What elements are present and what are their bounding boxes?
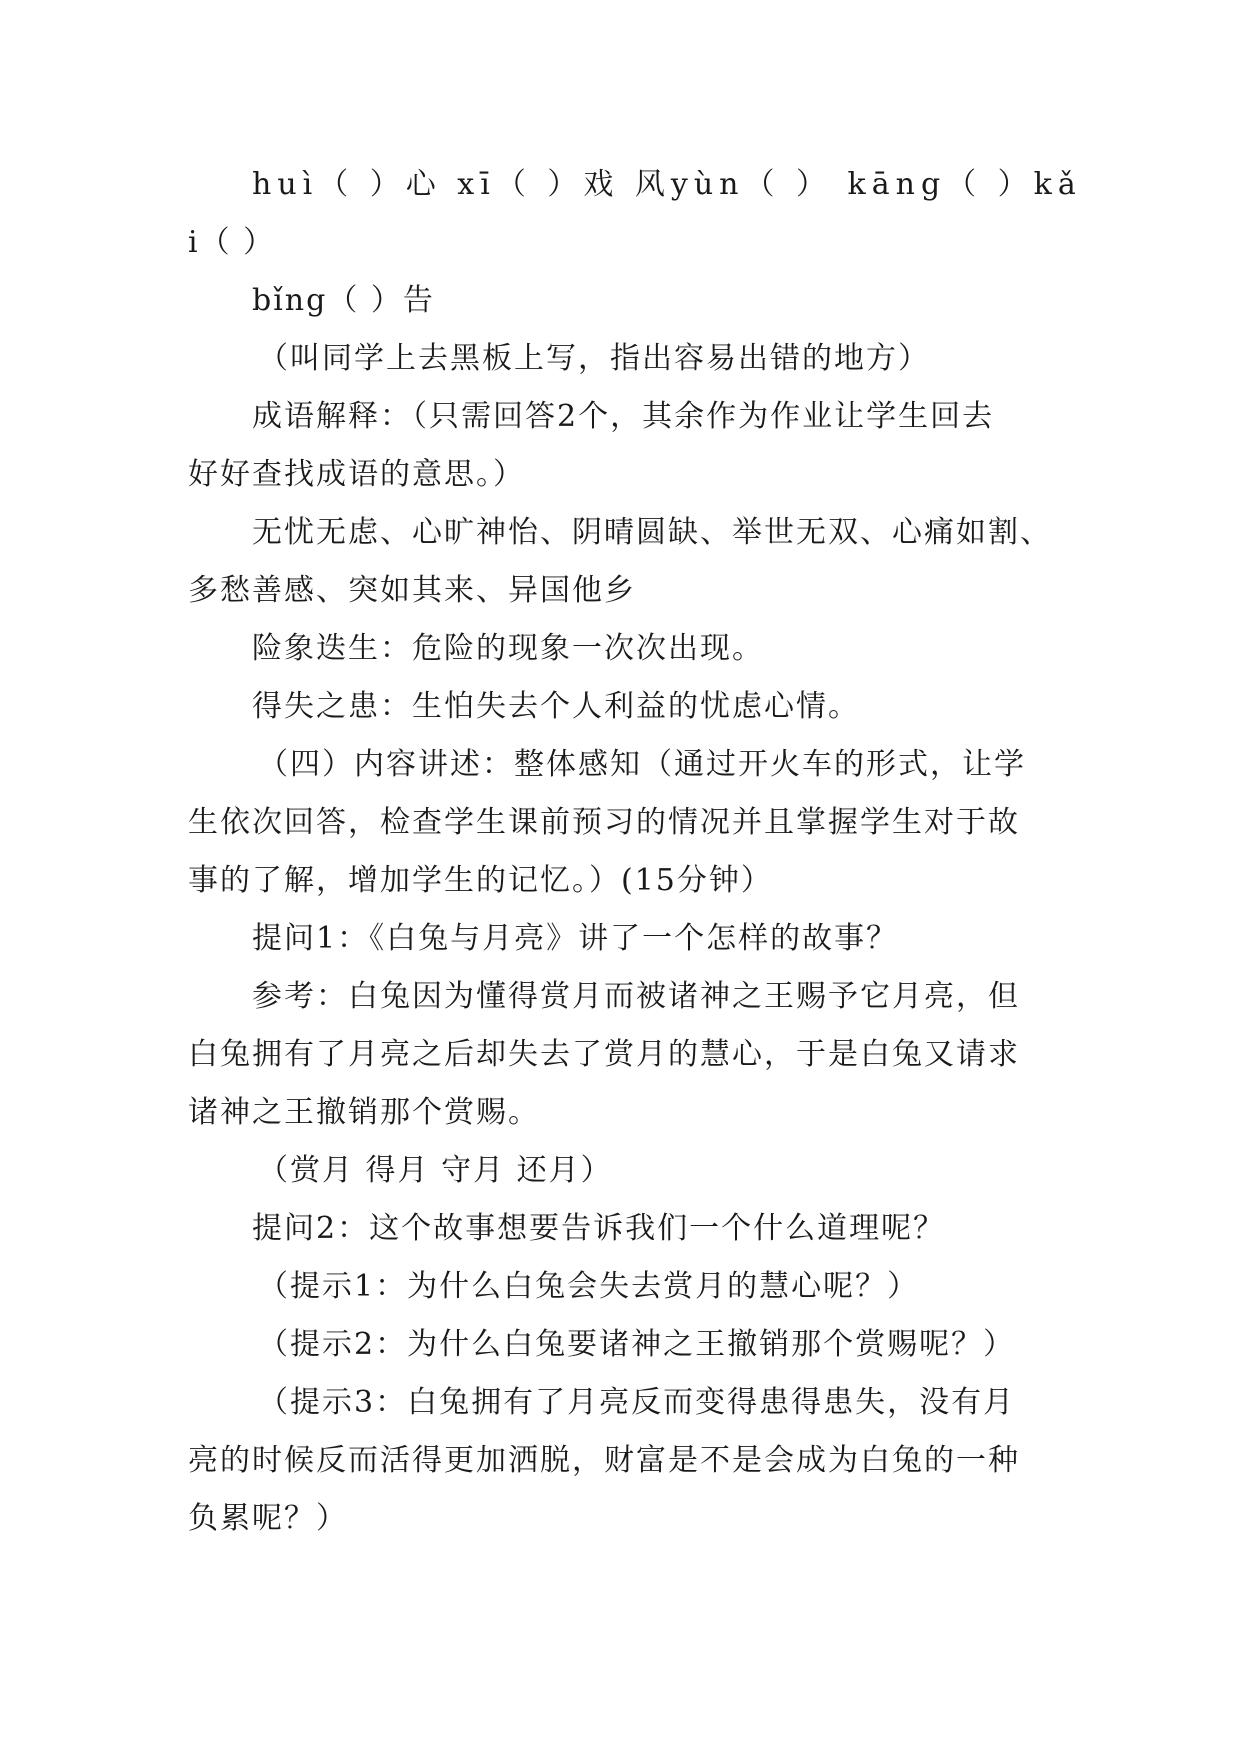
pinyin-line-1-wrap: i（ ） xyxy=(188,225,276,260)
section-four-cont-1: 生依次回答，检查学生课前预习的情况并且掌握学生对于故 xyxy=(188,805,1020,840)
idiom-explanation-cont: 好好查找成语的意思。） xyxy=(188,457,525,492)
hint-1: （提示1：为什么白兔会失去赏月的慧心呢？） xyxy=(258,1269,920,1304)
moon-stages: （赏月 得月 守月 还月） xyxy=(258,1153,613,1188)
answer-line-3: 诸神之王撤销那个赏赐。 xyxy=(188,1095,540,1130)
idiom-definition-1: 险象迭生：危险的现象一次次出现。 xyxy=(252,631,764,666)
section-four-heading: （四）内容讲述：整体感知（通过开火车的形式，让学 xyxy=(258,747,1026,782)
idiom-explanation-heading: 成语解释：（只需回答2个，其余作为作业让学生回去 xyxy=(252,399,995,434)
idiom-definition-2: 得失之患：生怕失去个人利益的忧虑心情。 xyxy=(252,689,860,724)
question-1: 提问1：《白兔与月亮》讲了一个怎样的故事？ xyxy=(252,921,899,956)
hint-3-line-1: （提示3：白兔拥有了月亮反而变得患得患失，没有月 xyxy=(258,1385,1016,1420)
hint-2: （提示2：为什么白兔要诸神之王撤销那个赏赐呢？） xyxy=(258,1327,1016,1362)
answer-line-1: 参考：白兔因为懂得赏月而被诸神之王赐予它月亮，但 xyxy=(252,979,1020,1014)
pinyin-line-1: huì（ ）心 xī（ ）戏 风yùn（ ） kāng（ ）kǎ xyxy=(252,167,1082,202)
question-2: 提问2：这个故事想要告诉我们一个什么道理呢？ xyxy=(252,1211,946,1246)
section-four-cont-2: 事的了解，增加学生的记忆。）(15分钟） xyxy=(188,863,773,898)
hint-3-line-2: 亮的时候反而活得更加洒脱，财富是不是会成为白兔的一种 xyxy=(188,1443,1020,1478)
idiom-list-line-1: 无忧无虑、心旷神怡、阴晴圆缺、举世无双、心痛如割、 xyxy=(252,515,1052,550)
hint-3-line-3: 负累呢？） xyxy=(188,1501,348,1536)
pinyin-line-2: bǐng（ ）告 xyxy=(252,283,435,318)
answer-line-2: 白兔拥有了月亮之后却失去了赏月的慧心，于是白兔又请求 xyxy=(188,1037,1020,1072)
instruction-note: （叫同学上去黑板上写，指出容易出错的地方） xyxy=(258,341,930,376)
idiom-list-line-2: 多愁善感、突如其来、异国他乡 xyxy=(188,573,636,608)
